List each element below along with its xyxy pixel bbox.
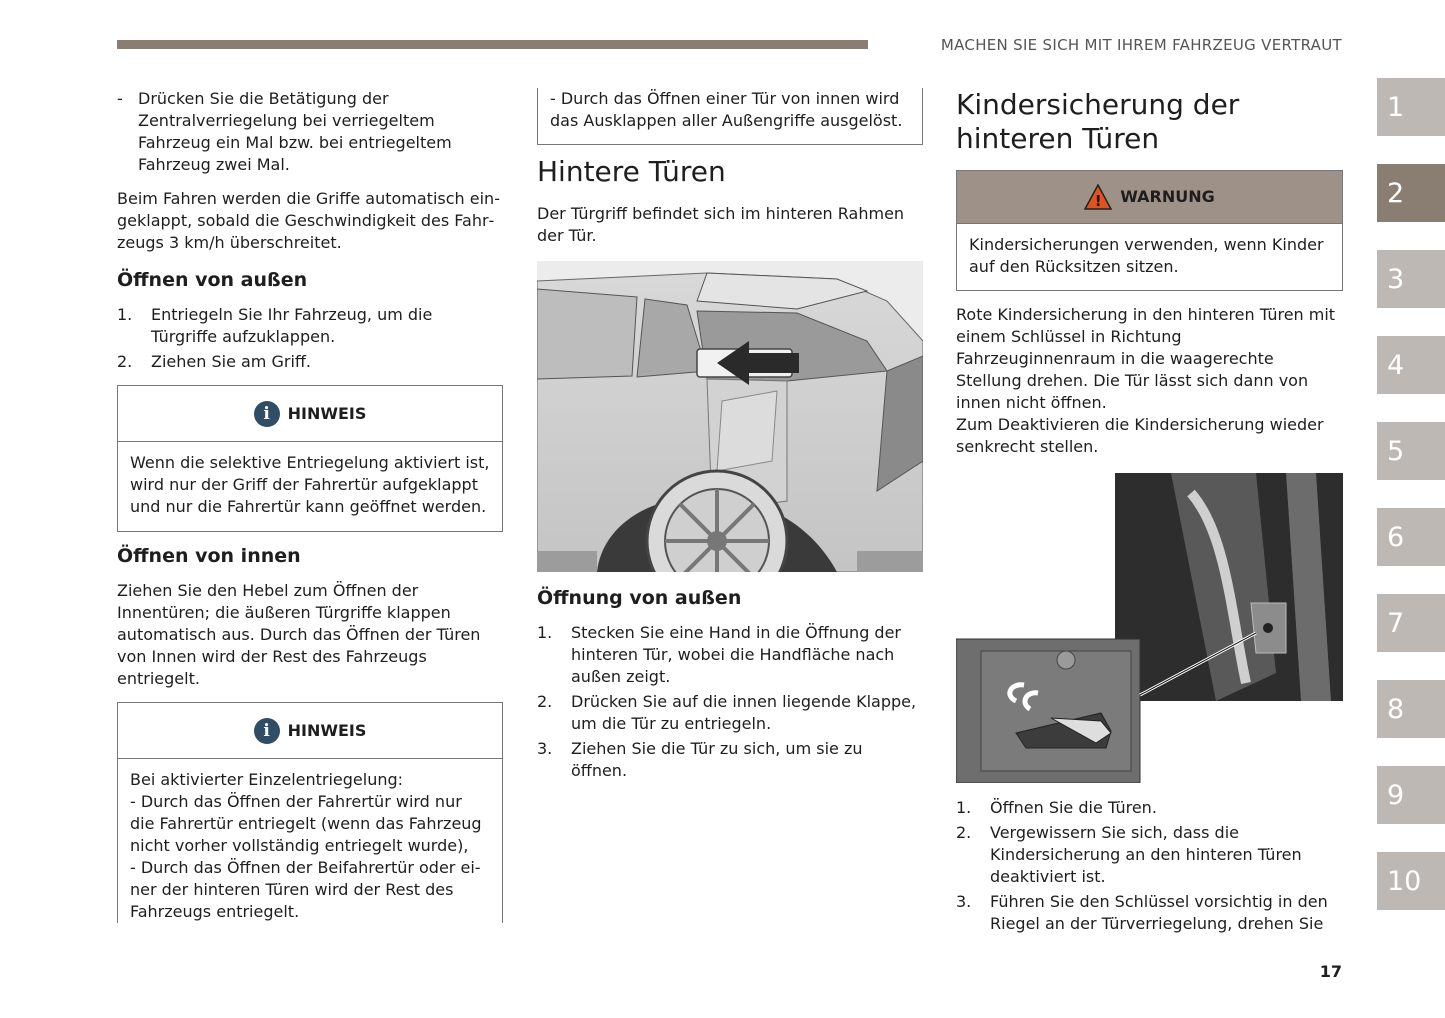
header-rule xyxy=(117,40,868,49)
paragraph: Rote Kindersicherung in den hinteren Türen mit einem Schlüssel in Richtung Fahrzeuginnenraum in die waagerechte Stellung drehen. Die Tür lässt sich dann von innen nicht öffnen. xyxy=(956,305,1336,412)
list-item: 1. Stecken Sie eine Hand in die Öffnung der hinteren Tür, wobei die Handfläche nach außen zeigt. xyxy=(537,623,902,686)
rear-door-handle-illustration xyxy=(537,261,923,572)
heading-open-outside-rear: Öffnung von außen xyxy=(537,587,742,609)
column-3 xyxy=(956,88,1343,935)
section-title: MACHEN SIE SICH MIT IHREM FAHRZEUG VERTRAUT xyxy=(940,36,1342,54)
steps-open-outside xyxy=(117,304,503,373)
chapter-tab-7[interactable]: 7 xyxy=(1377,594,1445,652)
note-header xyxy=(118,703,502,759)
warning-header xyxy=(957,171,1342,224)
chapter-tab-9[interactable]: 9 xyxy=(1377,766,1445,824)
note-box xyxy=(117,385,503,532)
paragraph: Beim Fahren werden die Griffe automatisch eingeklappt, sobald die Geschwindigkeit des Fahrzeugs 3 km/h überschreitet. xyxy=(117,189,500,252)
heading-open-outside: Öffnen von außen xyxy=(117,269,308,291)
note-header xyxy=(118,386,502,442)
warning-icon: ! xyxy=(1084,184,1112,210)
note-box xyxy=(117,702,503,923)
chapter-tab-2[interactable]: 2 xyxy=(1377,164,1445,222)
chapter-tab-4[interactable]: 4 xyxy=(1377,336,1445,394)
note-line: - Durch das Öffnen der Beifahrertür oder einer der hinteren Türen wird der Rest des Fahrzeugs entriegelt. xyxy=(130,858,481,921)
paragraph: Zum Deaktivieren die Kindersicherung wieder senkrecht stellen. xyxy=(956,415,1324,456)
dash-marker: - xyxy=(117,89,123,108)
chapter-tab-6[interactable]: 6 xyxy=(1377,508,1445,566)
note-title: HINWEIS xyxy=(287,720,367,740)
dash-text: Drücken Sie die Betätigung der Zentralverriegelung bei verriegeltem Fahrzeug ein Mal bzw. bei entriegeltem Fahrzeug zwei Mal. xyxy=(138,89,452,174)
chapter-tab-8[interactable]: 8 xyxy=(1377,680,1445,738)
column-1 xyxy=(117,88,503,923)
list-item: 1. Entriegeln Sie Ihr Fahrzeug, um die Türgriffe aufzuklappen. xyxy=(117,305,433,346)
heading-rear-doors: Hintere Türen xyxy=(537,155,726,188)
chapter-tab-3[interactable]: 3 xyxy=(1377,250,1445,308)
note-line: - Durch das Öffnen der Fahrertür wird nur die Fahrertür entriegelt (wenn das Fahrzeug nicht vorher vollständig entriegelt wurde), xyxy=(130,792,482,855)
note-body: Wenn die selektive Entriegelung aktiviert ist, wird nur der Griff der Fahrertür aufgeklappt und nur die Fahrertür kann geöffnet werden. xyxy=(130,453,490,516)
steps-rear-open xyxy=(537,622,923,782)
paragraph: Ziehen Sie den Hebel zum Öffnen der Innentüren; die äußeren Türgriffe klappen automatisch aus. Durch das Öffnen der Türen von Innen wird der Rest des Fahrzeugs entriegelt. xyxy=(117,581,481,688)
child-lock-illustration xyxy=(956,473,1343,783)
warning-body: Kindersicherungen verwenden, wenn Kinder auf den Rücksitzen sitzen. xyxy=(969,235,1324,276)
heading-child-lock: Kindersicherung der hinteren Türen xyxy=(956,88,1240,155)
info-icon: i xyxy=(254,401,280,427)
chapter-tab-10[interactable]: 10 xyxy=(1377,852,1445,910)
list-item: 2. Ziehen Sie am Griff. xyxy=(117,352,311,371)
steps-child-lock xyxy=(956,797,1343,935)
list-item: 1. Öffnen Sie die Türen. xyxy=(956,798,1157,817)
list-item: 3. Ziehen Sie die Tür zu sich, um sie zu öffnen. xyxy=(537,739,863,780)
page-number: 17 xyxy=(1319,962,1342,981)
column-2 xyxy=(537,88,923,782)
note-body xyxy=(118,759,502,933)
note-title: HINWEIS xyxy=(287,403,367,423)
list-item: 2. Vergewissern Sie sich, dass die Kindersicherung an den hinteren Türen deaktiviert ist. xyxy=(956,823,1302,886)
list-item: 3. Führen Sie den Schlüssel vorsichtig in den Riegel an der Türverriegelung, drehen Sie xyxy=(956,892,1328,933)
list-item: 2. Drücken Sie auf die innen liegende Klappe, um die Tür zu entriegeln. xyxy=(537,692,917,733)
note-line: Bei aktivierter Einzelentriegelung: xyxy=(130,770,404,789)
dash-item xyxy=(117,88,503,176)
heading-open-inside: Öffnen von innen xyxy=(117,545,301,567)
chapter-tab-5[interactable]: 5 xyxy=(1377,422,1445,480)
note-box-continued: - Durch das Öffnen einer Tür von innen wird das Ausklappen aller Außengriffe ausgelöst. xyxy=(537,88,923,145)
chapter-tab-1[interactable]: 1 xyxy=(1377,78,1445,136)
warning-box xyxy=(956,170,1343,291)
paragraph: Der Türgriff befindet sich im hinteren Rahmen der Tür. xyxy=(537,204,905,245)
info-icon: i xyxy=(254,718,280,744)
warning-title: WARNUNG xyxy=(1120,187,1215,206)
